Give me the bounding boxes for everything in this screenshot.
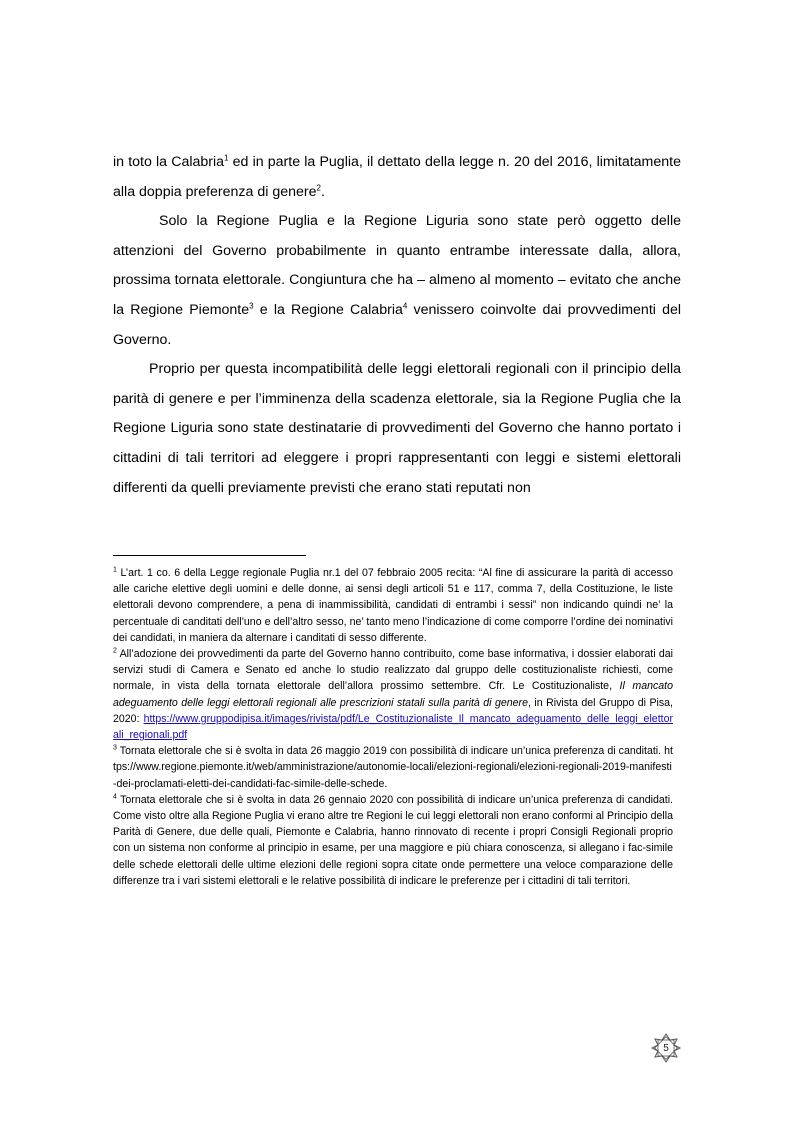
paragraph-2: Solo la Regione Puglia e la Regione Liguria sono state però oggetto delle attenzioni del Governo probabilmente in quanto entrambe interessate dalla, allora, prossima tornata elettorale. Congiuntura che ha – almeno al momento – evitato che anche la Regione Piemonte$^3$ e la Regione Calabria$^4$ venissero coinvolte dai provvedimenti del Governo.	[113, 213, 681, 348]
footnote-separator	[113, 555, 306, 556]
footnote-ref-1[interactable]: 1	[224, 153, 229, 163]
footnote-ref-3[interactable]: 3	[249, 301, 254, 311]
footnote-number-2: 2	[113, 647, 117, 655]
paragraph-1: in toto la Calabria$^1$ ed in parte la Puglia, il dettato della legge n. 20 del 2016, limitatamente alla doppia preferenza di genere$^2$.	[113, 153, 681, 200]
footnote-1: $^1$ L’art. 1 co. 6 della Legge regionale Puglia nr.1 del 07 febbraio 2005 recita: “Al fine di assicurare la parità di accesso alle cariche elettive degli uomini e delle donne, ai sensi degli articoli 51 e 117, comma 7, della Costituzione, le liste elettorali devono comprendere, a pena di inammissibilità, candidati di entrambi i sessi” non indicando quindi ne’ la percentuale di canditati dell’uno e dell’altro sesso, ne’ tanto meno l’indicazione di come comporre l’ordine dei nominativi dei candidati, in maniera da alternare i canditati di sesso differente.	[113, 566, 673, 644]
footnote-4: $^4$ Tornata elettorale che si è svolta in data 26 gennaio 2020 con possibilità di indicare un’unica preferenza di candidati. Come visto oltre alla Regione Puglia vi erano altre tre Regioni le cui leggi elettorali non erano conformi al Principio della Parità di Genere, due delle quali, Piemonte e Calabria, hanno rinnovato di recente i propri Consigli Regionali proprio con un sistema non conforme al principio in esame, per una maggiore e più chiara conoscenza, si allegano i fac-simile delle schede elettorali delle ultime elezioni delle regioni sopra citate onde permettere una veloce comparazione delle differenze tra i vari sistemi elettorali e le relative possibilità di indicare le preferenze per i cittadini di tali territori.	[113, 793, 673, 887]
paragraph-3: Proprio per questa incompatibilità delle leggi elettorali regionali con il principio della parità di genere e per l’imminenza della scadenza elettorale, sia la Regione Puglia che la Regione Liguria sono state destinatarie di provvedimenti del Governo che hanno portato i cittadini di tali territori ad eleggere i propri rappresentanti con leggi e sistemi elettorali differenti da quelli previamente previsti che erano stati reputati non	[113, 361, 681, 496]
footnote-ref-2[interactable]: 2	[316, 182, 321, 192]
footnote-number-1: 1	[113, 566, 117, 574]
footnote-number-3: 3	[113, 744, 117, 752]
footnotes-section	[113, 565, 673, 889]
cited-title: Il mancato adeguamento delle leggi elettorali regionali alle prescrizioni statali sulla parità di genere	[113, 680, 673, 709]
footnote-number-4: 4	[113, 793, 117, 801]
footnote-ref-4[interactable]: 4	[402, 301, 408, 311]
footnote-2: $^2$ All’adozione dei provvedimenti da parte del Governo hanno contribuito, come base informativa, i dossier elaborati dai servizi studi di Camera e Senato ed anche lo studio realizzato dal gruppo delle costituzionaliste richiesti, come normale, in vista della tornata elettorale dell’allora prossimo settembre. Cfr. Le Costituzionaliste, Il mancato adeguamento delle leggi elettorali regionali alle prescrizioni statali sulla parità di genere, in Rivista del Gruppo di Pisa, 2020: https://www.gruppodipisa.it/images/rivista/pdf/Le_Costituzionaliste_Il_mancato_adeguamento_delle_leggi_elettorali_regionali.pdf	[113, 647, 673, 742]
page-number-badge	[650, 1032, 682, 1064]
main-body-text	[113, 148, 681, 503]
footnote-3: $^3$ Tornata elettorale che si è svolta in data 26 maggio 2019 con possibilità di indicare un’unica preferenza di canditati. https://www.regione.piemonte.it/web/amministrazione/autonomie-locali/elezioni-regionali/elezioni-regionali-2019-manifesti-dei-proclamati-eletti-dei-candidati-fac-simile-delle-schede.	[113, 744, 673, 790]
page-number: 5	[663, 1042, 669, 1054]
gruppo-di-pisa-link[interactable]: https://www.gruppodipisa.it/images/rivista/pdf/Le_Costituzionaliste_Il_mancato_adeguamento_delle_leggi_elettorali_regionali.pdf	[113, 712, 673, 742]
